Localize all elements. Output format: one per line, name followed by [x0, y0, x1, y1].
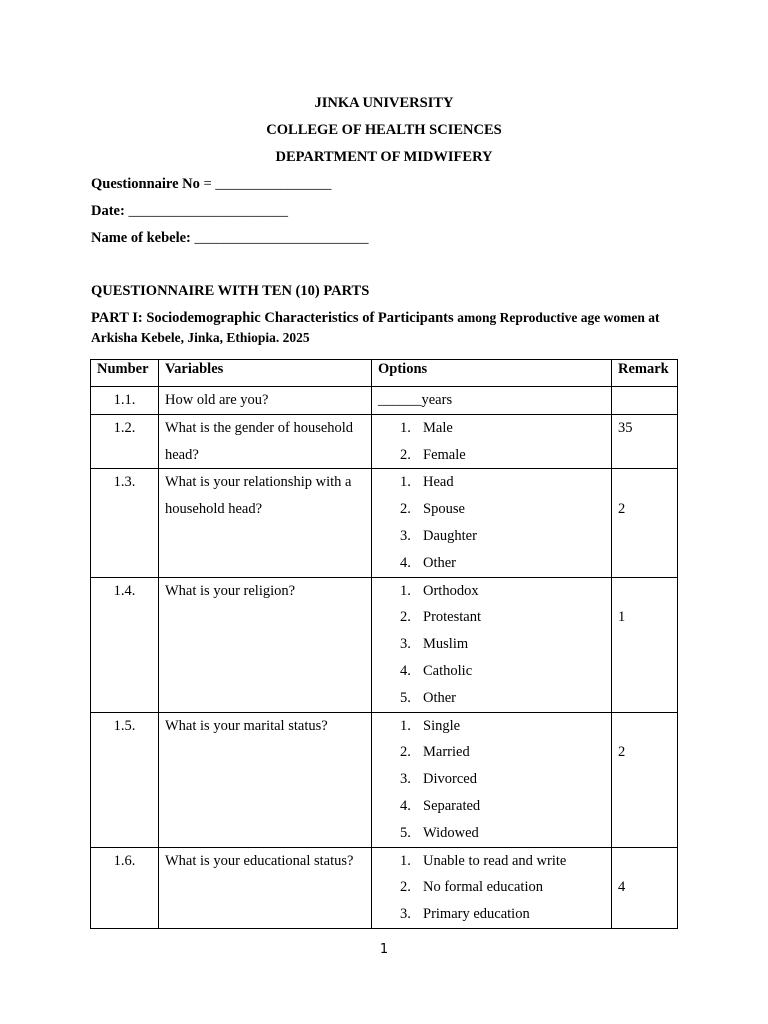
row-number: 1.6. [91, 847, 159, 928]
row-variable: What is your educational status? [159, 847, 372, 928]
row-options [372, 469, 612, 577]
row-number: 1.4. [91, 577, 159, 712]
table-row [91, 847, 678, 928]
part-title [91, 308, 681, 348]
row-variable: What is your religion? [159, 577, 372, 712]
option-item: 2. Protestant [400, 609, 481, 626]
date-label: Date: [91, 203, 125, 219]
table-row [91, 414, 678, 469]
table-header-row [91, 360, 678, 387]
row-options [372, 712, 612, 847]
option-item: 2. Married [400, 744, 470, 761]
kebele-label: Name of kebele: [91, 230, 191, 246]
option-item: 1. Head [400, 474, 454, 491]
row-number: 1.2. [91, 414, 159, 469]
college-name: COLLEGE OF HEALTH SCIENCES [266, 122, 502, 138]
option-item: 5. Other [400, 689, 457, 706]
table-row [91, 577, 678, 712]
row-remark: 35 [612, 414, 678, 469]
table-row [91, 469, 678, 577]
section-title: QUESTIONNAIRE WITH TEN (10) PARTS [91, 283, 370, 299]
row-variable: What is your relationship with a household head? [159, 469, 372, 577]
row-remark: 4 [612, 847, 678, 928]
row-options [372, 577, 612, 712]
option-item: 2. No formal education [400, 879, 543, 896]
row-variable: What is your marital status? [159, 712, 372, 847]
option-item: 4. Separated [400, 797, 481, 814]
row-number: 1.3. [91, 469, 159, 577]
option-item: 2. Spouse [400, 501, 465, 518]
option-item: 3. Primary education [400, 906, 530, 923]
row-remark: 2 [612, 469, 678, 577]
row-options [372, 414, 612, 469]
kebele-blank: ________________________ [190, 230, 369, 246]
row-remark: 2 [612, 712, 678, 847]
option-item: 3. Divorced [400, 771, 477, 788]
option-item: 1. Unable to read and write [400, 852, 567, 869]
header-options: Options [372, 360, 612, 387]
table-row [91, 387, 678, 415]
part-title-rest: among Reproductive age women at Arkisha Kebele, Jinka, Ethiopia. 2025 [91, 310, 660, 345]
questionnaire-no-field [91, 175, 331, 193]
date-blank: ______________________ [124, 203, 288, 219]
university-name: JINKA UNIVERSITY [314, 95, 454, 111]
questionnaire-no-label: Questionnaire No [91, 176, 200, 192]
sociodemographic-table [90, 359, 678, 929]
header-variables: Variables [159, 360, 372, 387]
option-item: 1. Male [400, 419, 453, 436]
option-item: 4. Catholic [400, 662, 473, 679]
option-item: 2. Female [400, 446, 466, 463]
row-options [372, 847, 612, 928]
row-options-text: ______years [372, 387, 612, 415]
option-item: 5. Widowed [400, 824, 479, 841]
row-number: 1.1. [91, 387, 159, 415]
row-remark [612, 387, 678, 415]
row-number: 1.5. [91, 712, 159, 847]
table-row [91, 712, 678, 847]
row-remark: 1 [612, 577, 678, 712]
option-item: 1. Single [400, 717, 461, 734]
option-item: 3. Daughter [400, 527, 477, 544]
row-variable: How old are you? [159, 387, 372, 415]
option-item: 1. Orthodox [400, 582, 479, 599]
option-item: 3. Muslim [400, 636, 469, 653]
header-number: Number [91, 360, 159, 387]
option-item: 4. Other [400, 554, 457, 571]
questionnaire-no-blank: = ________________ [199, 176, 332, 192]
part-title-main: PART I: Sociodemographic Characteristics of Participants [91, 310, 458, 326]
page-number: 1 [379, 942, 389, 957]
row-variable: What is the gender of household head? [159, 414, 372, 469]
kebele-field [91, 229, 368, 247]
date-field [91, 202, 288, 220]
header-remark: Remark [612, 360, 678, 387]
department-name: DEPARTMENT OF MIDWIFERY [275, 149, 493, 165]
